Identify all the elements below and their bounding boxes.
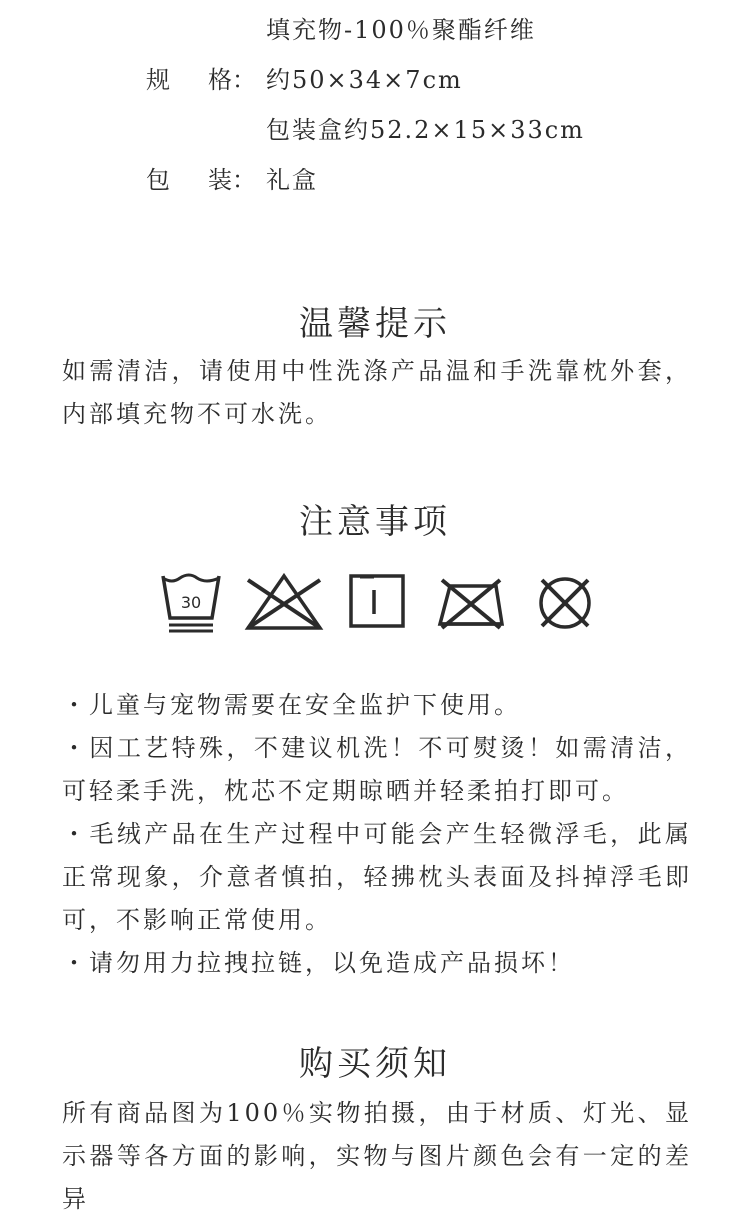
- purchase-title: 购买须知: [299, 1044, 451, 1084]
- spec-filling-row: [0, 10, 750, 50]
- spec-size-colon: ：: [232, 66, 258, 94]
- wash-temp-label: 30: [180, 593, 202, 612]
- notes-bullet-2: ・因工艺特殊，不建议机洗！不可熨烫！如需清洁，可轻柔手洗，枕芯不定期晾晒并轻柔拍打即可。: [62, 734, 692, 805]
- spec-box-value: 包装盒约52.2×15×33cm: [266, 116, 585, 144]
- spec-pack-value: 礼盒: [266, 166, 318, 194]
- notes-bullet-1: ・儿童与宠物需要在安全监护下使用。: [62, 691, 521, 719]
- notes-title: 注意事项: [299, 502, 451, 542]
- notes-bullet-4: ・请勿用力拉拽拉链，以免造成产品损坏！: [62, 949, 575, 977]
- notes-bullet-list: [62, 684, 692, 985]
- spec-size-value: 约50×34×7cm: [266, 66, 463, 94]
- spec-filling-value: 填充物-100％聚酯纤维: [266, 16, 536, 44]
- tumble-dry-flat-icon: [348, 570, 406, 630]
- spec-box-row: [0, 110, 750, 150]
- spec-pack-label-char2: 装: [208, 166, 234, 194]
- hand-wash-30-icon: [160, 570, 222, 634]
- spec-pack-row: [0, 160, 750, 200]
- spec-size-label-char1: 规: [146, 66, 172, 94]
- spec-size-label: [146, 60, 258, 100]
- spec-pack-label: [146, 160, 258, 200]
- care-symbols-row: [150, 570, 600, 640]
- spec-pack-label-char1: 包: [146, 166, 172, 194]
- spec-pack-colon: ：: [232, 166, 258, 194]
- purchase-text: 所有商品图为100％实物拍摄，由于材质、灯光、显示器等各方面的影响，实物与图片颜色会有一定的差异: [62, 1099, 692, 1213]
- do-not-iron-icon: [436, 570, 506, 634]
- tips-title: 温馨提示: [299, 304, 451, 344]
- spec-size-row: [0, 60, 750, 100]
- spec-size-label-char2: 格: [208, 66, 234, 94]
- do-not-bleach-icon: [242, 570, 326, 634]
- do-not-dry-clean-icon: [534, 570, 596, 634]
- notes-bullet-3: ・毛绒产品在生产过程中可能会产生轻微浮毛，此属正常现象，介意者慎拍，轻拂枕头表面及抖掉浮毛即可，不影响正常使用。: [62, 820, 692, 934]
- tips-text: 如需清洁，请使用中性洗涤产品温和手洗靠枕外套，内部填充物不可水洗。: [62, 357, 692, 428]
